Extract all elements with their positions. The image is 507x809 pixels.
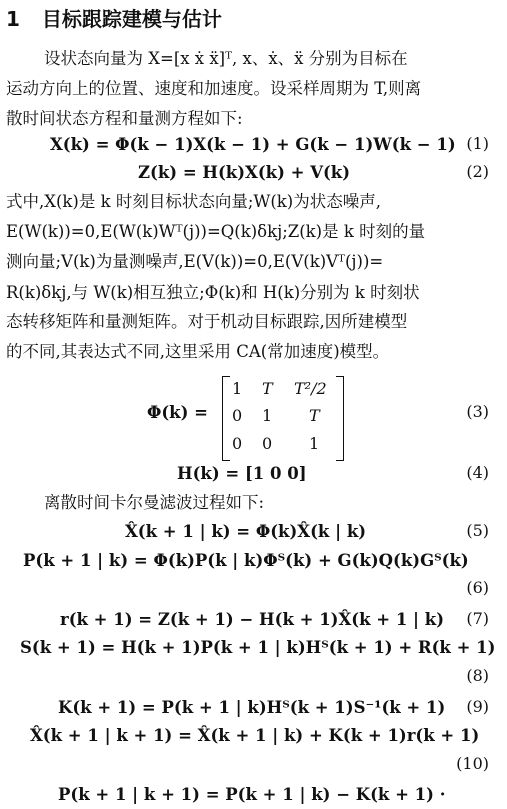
paragraph-line: 式中,X(k)是 k 时刻目标状态向量;W(k)为状态噪声, xyxy=(6,192,381,211)
equation-2: Z(k) = H(k)X(k) + V(k) xyxy=(138,163,351,182)
paragraph-line: 测向量;V(k)为量测噪声,E(V(k))=0,E(V(k)Vᵀ(j))= xyxy=(6,252,384,271)
matrix-cell: 0 xyxy=(232,434,243,453)
equation-number: (7) xyxy=(466,609,489,628)
equation-number: (8) xyxy=(466,666,489,685)
paragraph-line: 运动方向上的位置、速度和加速度。设采样周期为 T,则离 xyxy=(6,79,422,98)
equation-3-lhs: Φ(k) = xyxy=(147,403,208,422)
section-number: 1 xyxy=(6,7,20,31)
matrix-cell: 1 xyxy=(309,434,320,453)
matrix-cell: T xyxy=(262,379,273,398)
equation-number: (6) xyxy=(466,578,489,597)
paragraph-line: 的不同,其表达式不同,这里采用 CA(常加速度)模型。 xyxy=(6,342,390,361)
paragraph-line: E(W(k))=0,E(W(k)Wᵀ(j))=Q(k)δkj;Z(k)是 k 时刻的量 xyxy=(6,222,426,241)
section-title: 目标跟踪建模与估计 xyxy=(41,7,222,31)
matrix-cell: 1 xyxy=(262,406,273,425)
paragraph-line: R(k)δkj,与 W(k)相互独立;Φ(k)和 H(k)分别为 k 时刻状 xyxy=(6,283,420,302)
paragraph-line: 离散时间卡尔曼滤波过程如下: xyxy=(44,493,265,512)
equation-10: X̂(k + 1 | k + 1) = X̂(k + 1 | k) + K(k + 1)r(k + 1) xyxy=(30,726,480,745)
matrix-cell: T²/2 xyxy=(294,379,327,398)
equation-6: P(k + 1 | k) = Φ(k)P(k | k)Φᵀ(k) + G(k)Q(k)Gᵀ(k) xyxy=(23,551,469,570)
equation-4: H(k) = [1 0 0] xyxy=(177,464,307,483)
equation-number: (1) xyxy=(466,134,489,153)
left-bracket xyxy=(222,376,230,461)
matrix-cell: 0 xyxy=(262,434,273,453)
equation-1: X(k) = Φ(k − 1)X(k − 1) + G(k − 1)W(k − 1) xyxy=(50,135,456,154)
equation-number: (9) xyxy=(466,697,489,716)
section-heading xyxy=(6,3,222,32)
paragraph-line: 设状态向量为 X=[x ẋ ẍ]ᵀ, x、ẋ、ẍ 分别为目标在 xyxy=(44,49,408,68)
equation-8: S(k + 1) = H(k + 1)P(k + 1 | k)Hᵀ(k + 1) + R(k + 1) xyxy=(20,638,496,657)
equation-number: (4) xyxy=(466,463,489,482)
equation-11: P(k + 1 | k + 1) = P(k + 1 | k) − K(k + 1) · xyxy=(58,785,446,804)
equation-number: (2) xyxy=(466,162,489,181)
equation-9: K(k + 1) = P(k + 1 | k)Hᵀ(k + 1)S⁻¹(k + 1) xyxy=(58,698,446,717)
paragraph-line: 散时间状态方程和量测方程如下: xyxy=(6,109,243,128)
equation-number: (10) xyxy=(456,754,489,773)
paragraph-line: 态转移矩阵和量测矩阵。对于机动目标跟踪,因所建模型 xyxy=(6,312,408,331)
transition-matrix xyxy=(222,376,344,459)
right-bracket xyxy=(336,376,344,461)
equation-7: r(k + 1) = Z(k + 1) − H(k + 1)X̂(k + 1 | k) xyxy=(60,610,445,629)
matrix-cell: 1 xyxy=(232,379,243,398)
matrix-cell: T xyxy=(309,406,320,425)
equation-5: X̂(k + 1 | k) = Φ(k)X̂(k | k) xyxy=(125,522,367,541)
equation-number: (5) xyxy=(466,521,489,540)
equation-number: (3) xyxy=(466,402,489,421)
matrix-cell: 0 xyxy=(232,406,243,425)
